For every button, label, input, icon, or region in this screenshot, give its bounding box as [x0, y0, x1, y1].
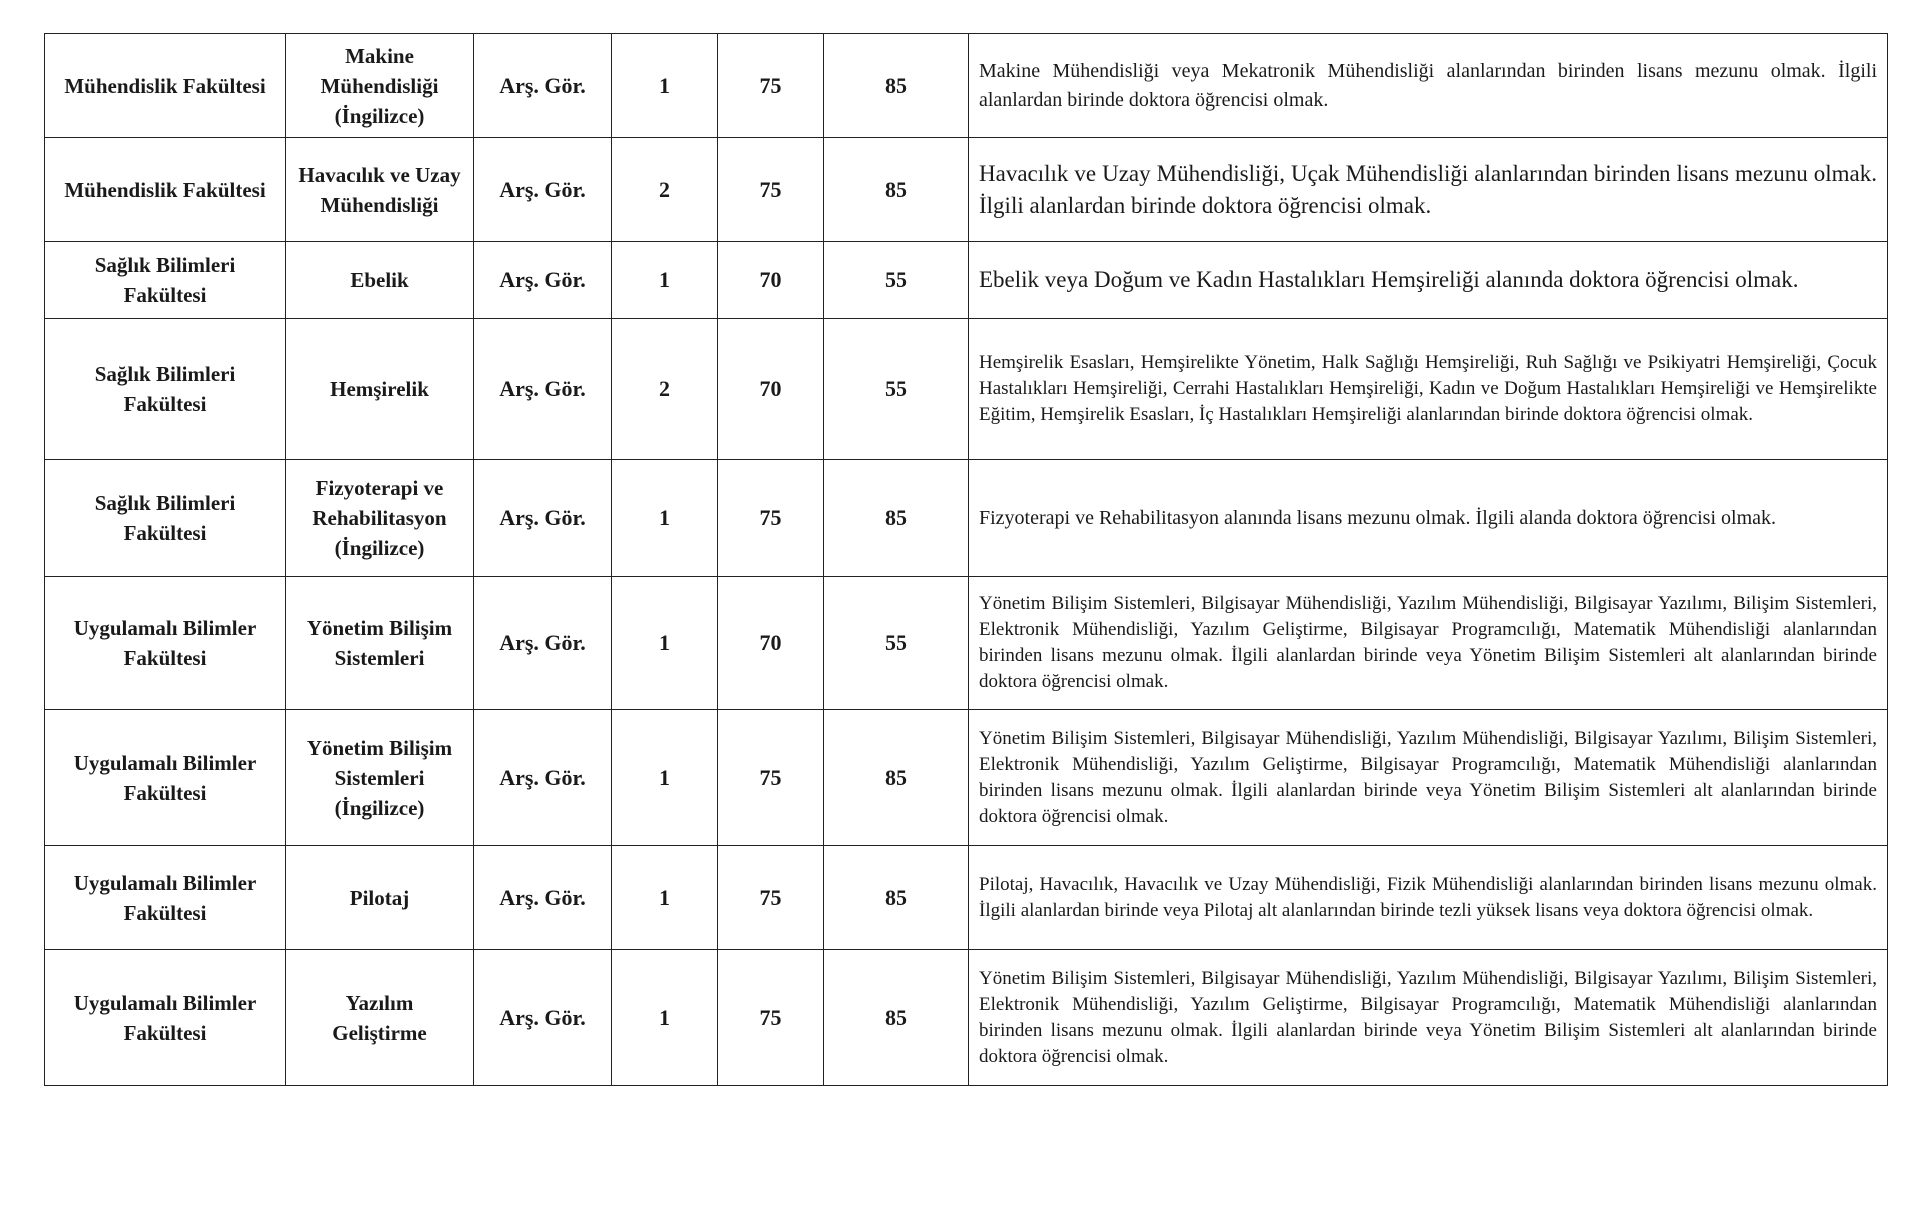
score2-cell: 55 — [824, 242, 969, 319]
count-cell: 1 — [612, 460, 718, 577]
count-cell: 1 — [612, 846, 718, 950]
score2-cell: 85 — [824, 950, 969, 1086]
score1-cell: 70 — [718, 577, 824, 710]
count-cell: 2 — [612, 319, 718, 460]
score2-cell: 85 — [824, 138, 969, 242]
score1-cell: 75 — [718, 138, 824, 242]
department-cell: Havacılık ve Uzay Mühendisliği — [286, 138, 474, 242]
table-row — [45, 319, 1888, 460]
score1-cell: 70 — [718, 242, 824, 319]
score2-cell: 55 — [824, 577, 969, 710]
department-cell: Yönetim Bilişim Sistemleri — [286, 577, 474, 710]
faculty-cell: Mühendislik Fakültesi — [45, 138, 286, 242]
requirement-cell: Yönetim Bilişim Sistemleri, Bilgisayar Mühendisliği, Yazılım Mühendisliği, Bilgisayar Yazılımı, Bilişim Sistemleri, Elektronik Mühendisliği, Yazılım Geliştirme, Bilgisayar Programcılığı, Matematik Mühendisliği alanlarından birinden lisans mezunu olmak. İlgili alanlardan birinde veya Yönetim Bilişim Sistemleri alt alanlarından birinde doktora öğrencisi olmak. — [969, 710, 1888, 846]
score2-cell: 85 — [824, 34, 969, 138]
count-cell: 2 — [612, 138, 718, 242]
requirement-cell: Yönetim Bilişim Sistemleri, Bilgisayar Mühendisliği, Yazılım Mühendisliği, Bilgisayar Yazılımı, Bilişim Sistemleri, Elektronik Mühendisliği, Yazılım Geliştirme, Bilgisayar Programcılığı, Matematik Mühendisliği alanlarından birinden lisans mezunu olmak. İlgili alanlardan birinde veya Yönetim Bilişim Sistemleri alt alanlarından birinde doktora öğrencisi olmak. — [969, 577, 1888, 710]
score2-cell: 85 — [824, 460, 969, 577]
title-cell: Arş. Gör. — [474, 138, 612, 242]
title-cell: Arş. Gör. — [474, 950, 612, 1086]
requirement-cell: Yönetim Bilişim Sistemleri, Bilgisayar Mühendisliği, Yazılım Mühendisliği, Bilgisayar Yazılımı, Bilişim Sistemleri, Elektronik Mühendisliği, Yazılım Geliştirme, Bilgisayar Programcılığı, Matematik Mühendisliği alanlarından birinden lisans mezunu olmak. İlgili alanlardan birinde veya Yönetim Bilişim Sistemleri alt alanlarından birinde doktora öğrencisi olmak. — [969, 950, 1888, 1086]
title-cell: Arş. Gör. — [474, 846, 612, 950]
faculty-cell: Sağlık Bilimleri Fakültesi — [45, 242, 286, 319]
score1-cell: 75 — [718, 710, 824, 846]
count-cell: 1 — [612, 577, 718, 710]
faculty-cell: Uygulamalı Bilimler Fakültesi — [45, 577, 286, 710]
faculty-cell: Sağlık Bilimleri Fakültesi — [45, 319, 286, 460]
requirement-cell: Hemşirelik Esasları, Hemşirelikte Yönetim, Halk Sağlığı Hemşireliği, Ruh Sağlığı ve Psikiyatri Hemşireliği, Çocuk Hastalıkları Hemşireliği, Cerrahi Hastalıkları Hemşireliği, Kadın ve Doğum Hastalıkları Hemşireliği ve Hemşirelikte Eğitim, Hemşirelik Esasları, İç Hastalıkları Hemşireliği alanlarından birinde doktora öğrencisi olmak. — [969, 319, 1888, 460]
department-cell: Pilotaj — [286, 846, 474, 950]
count-cell: 1 — [612, 710, 718, 846]
count-cell: 1 — [612, 950, 718, 1086]
requirement-cell: Ebelik veya Doğum ve Kadın Hastalıkları Hemşireliği alanında doktora öğrencisi olmak. — [969, 242, 1888, 319]
requirement-cell: Havacılık ve Uzay Mühendisliği, Uçak Mühendisliği alanlarından birinden lisans mezunu olmak. İlgili alanlardan birinde doktora öğrencisi olmak. — [969, 138, 1888, 242]
score2-cell: 85 — [824, 846, 969, 950]
title-cell: Arş. Gör. — [474, 34, 612, 138]
title-cell: Arş. Gör. — [474, 319, 612, 460]
positions-table — [44, 33, 1888, 1086]
department-cell: Fizyoterapi ve Rehabilitasyon (İngilizce) — [286, 460, 474, 577]
title-cell: Arş. Gör. — [474, 460, 612, 577]
requirement-cell: Pilotaj, Havacılık, Havacılık ve Uzay Mühendisliği, Fizik Mühendisliği alanlarından birinden lisans mezunu olmak. İlgili alanlardan birinde veya Pilotaj alt alanlarından birinde tezli yüksek lisans veya doktora öğrencisi olmak. — [969, 846, 1888, 950]
faculty-cell: Mühendislik Fakültesi — [45, 34, 286, 138]
score1-cell: 75 — [718, 460, 824, 577]
department-cell: Yönetim Bilişim Sistemleri (İngilizce) — [286, 710, 474, 846]
score1-cell: 75 — [718, 950, 824, 1086]
department-cell: Hemşirelik — [286, 319, 474, 460]
table-row — [45, 846, 1888, 950]
table-row — [45, 242, 1888, 319]
count-cell: 1 — [612, 34, 718, 138]
score2-cell: 55 — [824, 319, 969, 460]
department-cell: Ebelik — [286, 242, 474, 319]
department-cell: Yazılım Geliştirme — [286, 950, 474, 1086]
score1-cell: 75 — [718, 846, 824, 950]
faculty-cell: Uygulamalı Bilimler Fakültesi — [45, 846, 286, 950]
table-row — [45, 138, 1888, 242]
faculty-cell: Sağlık Bilimleri Fakültesi — [45, 460, 286, 577]
table-row — [45, 950, 1888, 1086]
score1-cell: 75 — [718, 34, 824, 138]
title-cell: Arş. Gör. — [474, 242, 612, 319]
table-row — [45, 710, 1888, 846]
requirement-cell: Fizyoterapi ve Rehabilitasyon alanında lisans mezunu olmak. İlgili alanda doktora öğrencisi olmak. — [969, 460, 1888, 577]
table-row — [45, 577, 1888, 710]
score1-cell: 70 — [718, 319, 824, 460]
score2-cell: 85 — [824, 710, 969, 846]
department-cell: Makine Mühendisliği (İngilizce) — [286, 34, 474, 138]
title-cell: Arş. Gör. — [474, 577, 612, 710]
title-cell: Arş. Gör. — [474, 710, 612, 846]
faculty-cell: Uygulamalı Bilimler Fakültesi — [45, 710, 286, 846]
faculty-cell: Uygulamalı Bilimler Fakültesi — [45, 950, 286, 1086]
table-row — [45, 34, 1888, 138]
table-row — [45, 460, 1888, 577]
requirement-cell: Makine Mühendisliği veya Mekatronik Mühendisliği alanlarından birinden lisans mezunu olmak. İlgili alanlardan birinde doktora öğrencisi olmak. — [969, 34, 1888, 138]
count-cell: 1 — [612, 242, 718, 319]
